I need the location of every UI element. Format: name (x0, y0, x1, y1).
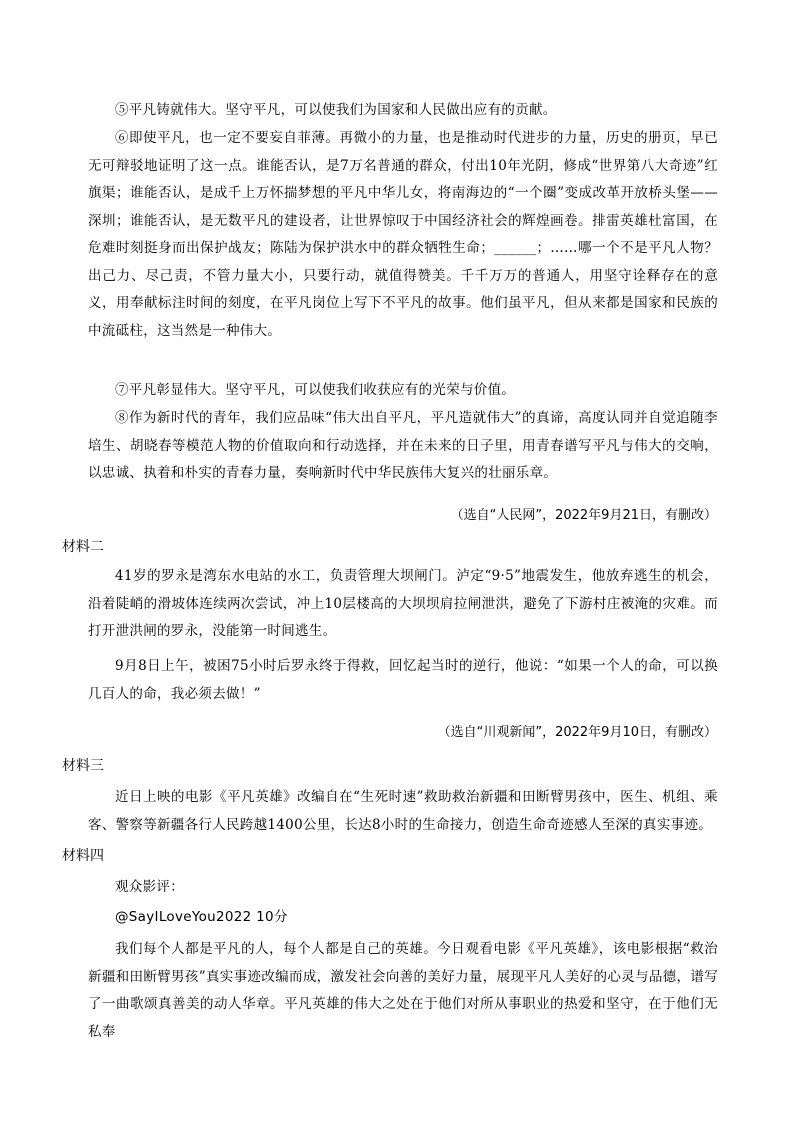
paragraph-7: ⑦平凡彰显伟大。坚守平凡，可以使我们收获应有的光荣与价值。 (115, 382, 516, 398)
source-citation-2: （选自“川观新闻”，2022年9月10日，有删改） (437, 725, 717, 740)
material-4-heading: 材料四 (62, 848, 104, 864)
material-2-heading: 材料二 (62, 539, 104, 555)
review-author-handle: @SayILoveYou2022 10分 (115, 909, 288, 925)
material-3-heading: 材料三 (62, 758, 104, 774)
paragraph-5: ⑤平凡铸就伟大。坚守平凡，可以使我们为国家和人民做出应有的贡献。 (115, 102, 557, 118)
source-citation-1: （选自“人民网”，2022年9月21日，有删改） (450, 508, 717, 523)
material-2-paragraph-1: 41岁的罗永是湾东水电站的水工，负责管理大坝闸门。泸定“9·5”地震发生，他放弃逃生的机会，沿着陡峭的滑坡体连续两次尝试，冲上10层楼高的大坝坝肩拉闸泄洪，避免了下游村庄被淹的灾难。而打开泄洪闸的罗永，没能第一时间逃生。 (88, 568, 718, 639)
review-label: 观众影评： (115, 879, 184, 895)
paragraph-8: ⑧作为新时代的青年，我们应品味“伟大出自平凡，平凡造就伟大”的真谛，高度认同并自觉追随李培生、胡晓春等模范人物的价值取向和行动选择，并在未来的日子里，用青春谱写平凡与伟大的交响，以忠诚、执着和朴实的青春力量，奏响新时代中华民族伟大复兴的壮丽乐章。 (88, 410, 718, 481)
paragraph-6: ⑥即使平凡，也一定不要妄自菲薄。再微小的力量，也是推动时代进步的力量，历史的册页，早已无可辩驳地证明了这一点。谁能否认，是7万名普通的群众，付出10年光阴，修成“世界第八大奇迹”红旗渠；谁能否认，是成千上万怀揣梦想的平凡中华儿女，将南海边的“一个圈”变成改革开放桥头堡——深圳；谁能否认，是无数平凡的建设者，让世界惊叹于中国经济社会的辉煌画卷。排雷英雄杜富国，在危难时刻挺身而出保护战友；陈陆为保护洪水中的群众牺牲生命；______；……哪一个不是平凡人物？出己力、尽己责，不管力量大小，只要行动，就值得赞美。千千万万的普通人，用坚守诠释存在的意义，用奉献标注时间的刻度，在平凡岗位上写下不平凡的故事。他们虽平凡，但从来都是国家和民族的中流砥柱，这当然是一种伟大。 (88, 130, 718, 339)
material-2-paragraph-2: 9月8日上午，被困75小时后罗永终于得救，回忆起当时的逆行，他说：“如果一个人的命，可以换几百人的命，我必须去做！” (88, 658, 718, 702)
material-3-paragraph: 近日上映的电影《平凡英雄》改编自在“生死时速”救助救治新疆和田断臂男孩中，医生、机组、乘客、警察等新疆各行人民跨越1400公里，长达8小时的生命接力，创造生命奇迹感人至深的真实事迹。 (88, 789, 718, 833)
review-text: 我们每个人都是平凡的人，每个人都是自己的英雄。今日观看电影《平凡英雄》，该电影根据“救治新疆和田断臂男孩”真实事迹改编而成，激发社会向善的美好力量，展现平凡人美好的心灵与品德，谱写了一曲歌颂真善美的动人华章。平凡英雄的伟大之处在于他们对所从事职业的热爱和坚守，在于他们无私奉 (88, 941, 718, 1040)
